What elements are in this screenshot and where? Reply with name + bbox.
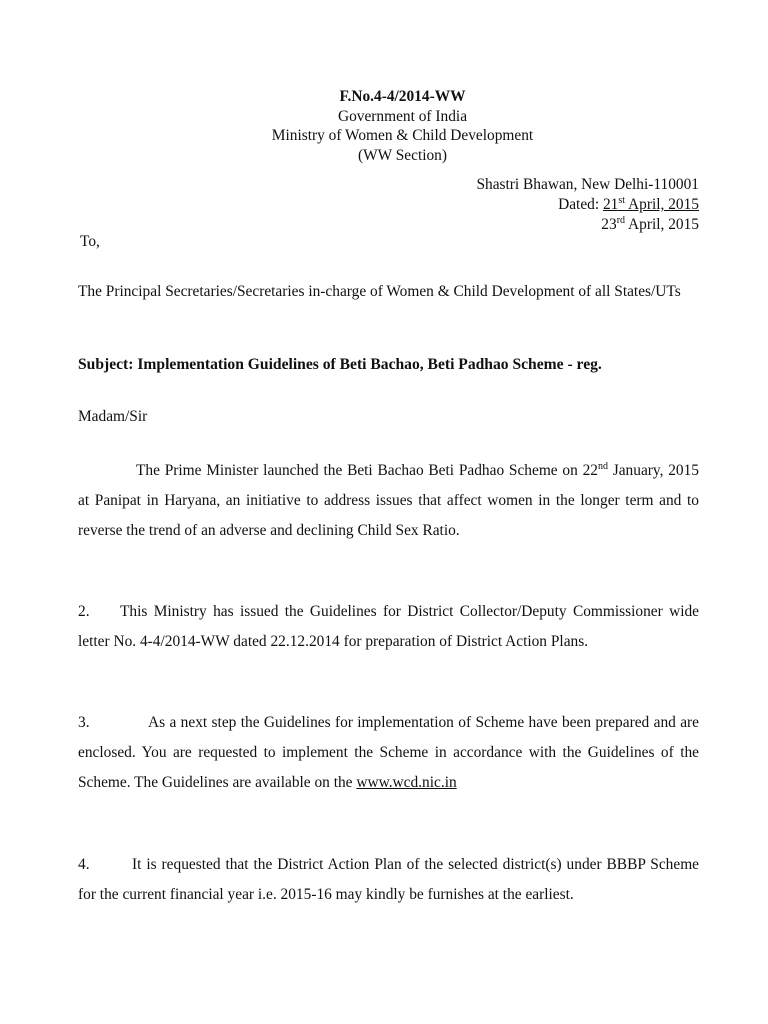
p4-text: It is requested that the District Action Plan of the selected district(s) under BBBP Scheme for the current financial year i.e. 2015-16 may kindly be furnishes at the earliest. — [78, 856, 699, 903]
date1-rest: April, 2015 — [625, 196, 699, 213]
date2-suffix: rd — [616, 214, 626, 226]
to-line: To, — [80, 233, 100, 250]
p1-text-rest: January, 2015 at Panipat in Haryana, an initiative to address issues that affect women in the longer term and to reverse the trend of an adverse and declining Child Sex Ratio. — [78, 462, 700, 539]
address-block — [476, 175, 699, 235]
p3-number: 3. — [78, 714, 90, 731]
paragraph-3 — [78, 708, 699, 798]
website-link[interactable]: www.wcd.nic.in — [356, 774, 457, 791]
p3-text: As a next step the Guidelines for implementation of Scheme have been prepared and are enclosed. You are requested to implement the Scheme in accordance with the Guidelines of the Scheme. The Guidelines are available on the — [78, 714, 699, 791]
paragraph-1 — [78, 456, 699, 546]
dated-label: Dated: — [558, 196, 603, 213]
addressee: The Principal Secretaries/Secretaries in-charge of Women & Child Development of all States/UTs — [78, 283, 681, 300]
government-name: Government of India — [337, 107, 468, 125]
p2-text: This Ministry has issued the Guidelines for District Collector/Deputy Commissioner wide letter No. 4-4/2014-WW dated 22.12.2014 for preparation of District Action Plans. — [78, 603, 699, 650]
dated-line — [476, 195, 699, 215]
date1-day: 21 — [602, 196, 619, 213]
p4-number: 4. — [78, 856, 90, 873]
date-original — [603, 196, 699, 213]
date2-day: 23 — [601, 216, 617, 233]
section-name: (WW Section) — [357, 146, 448, 164]
subject-line: Subject: Implementation Guidelines of Beti Bachao, Beti Padhao Scheme - reg. — [78, 356, 602, 373]
p2-number: 2. — [78, 603, 90, 620]
p1-superscript: nd — [597, 460, 608, 472]
file-number: F.No.4-4/2014-WW — [339, 88, 466, 105]
date1-suffix: st — [618, 194, 626, 206]
date-corrected — [476, 215, 699, 235]
letter-header — [0, 87, 768, 165]
paragraph-4 — [78, 850, 699, 910]
paragraph-2 — [78, 597, 699, 657]
office-address: Shastri Bhawan, New Delhi-110001 — [476, 176, 699, 193]
p1-text-start: The Prime Minister launched the Beti Bachao Beti Padhao Scheme on 22 — [136, 462, 598, 479]
date2-rest: April, 2015 — [625, 216, 699, 233]
ministry-name: Ministry of Women & Child Development — [271, 127, 534, 144]
salutation: Madam/Sir — [78, 408, 148, 425]
